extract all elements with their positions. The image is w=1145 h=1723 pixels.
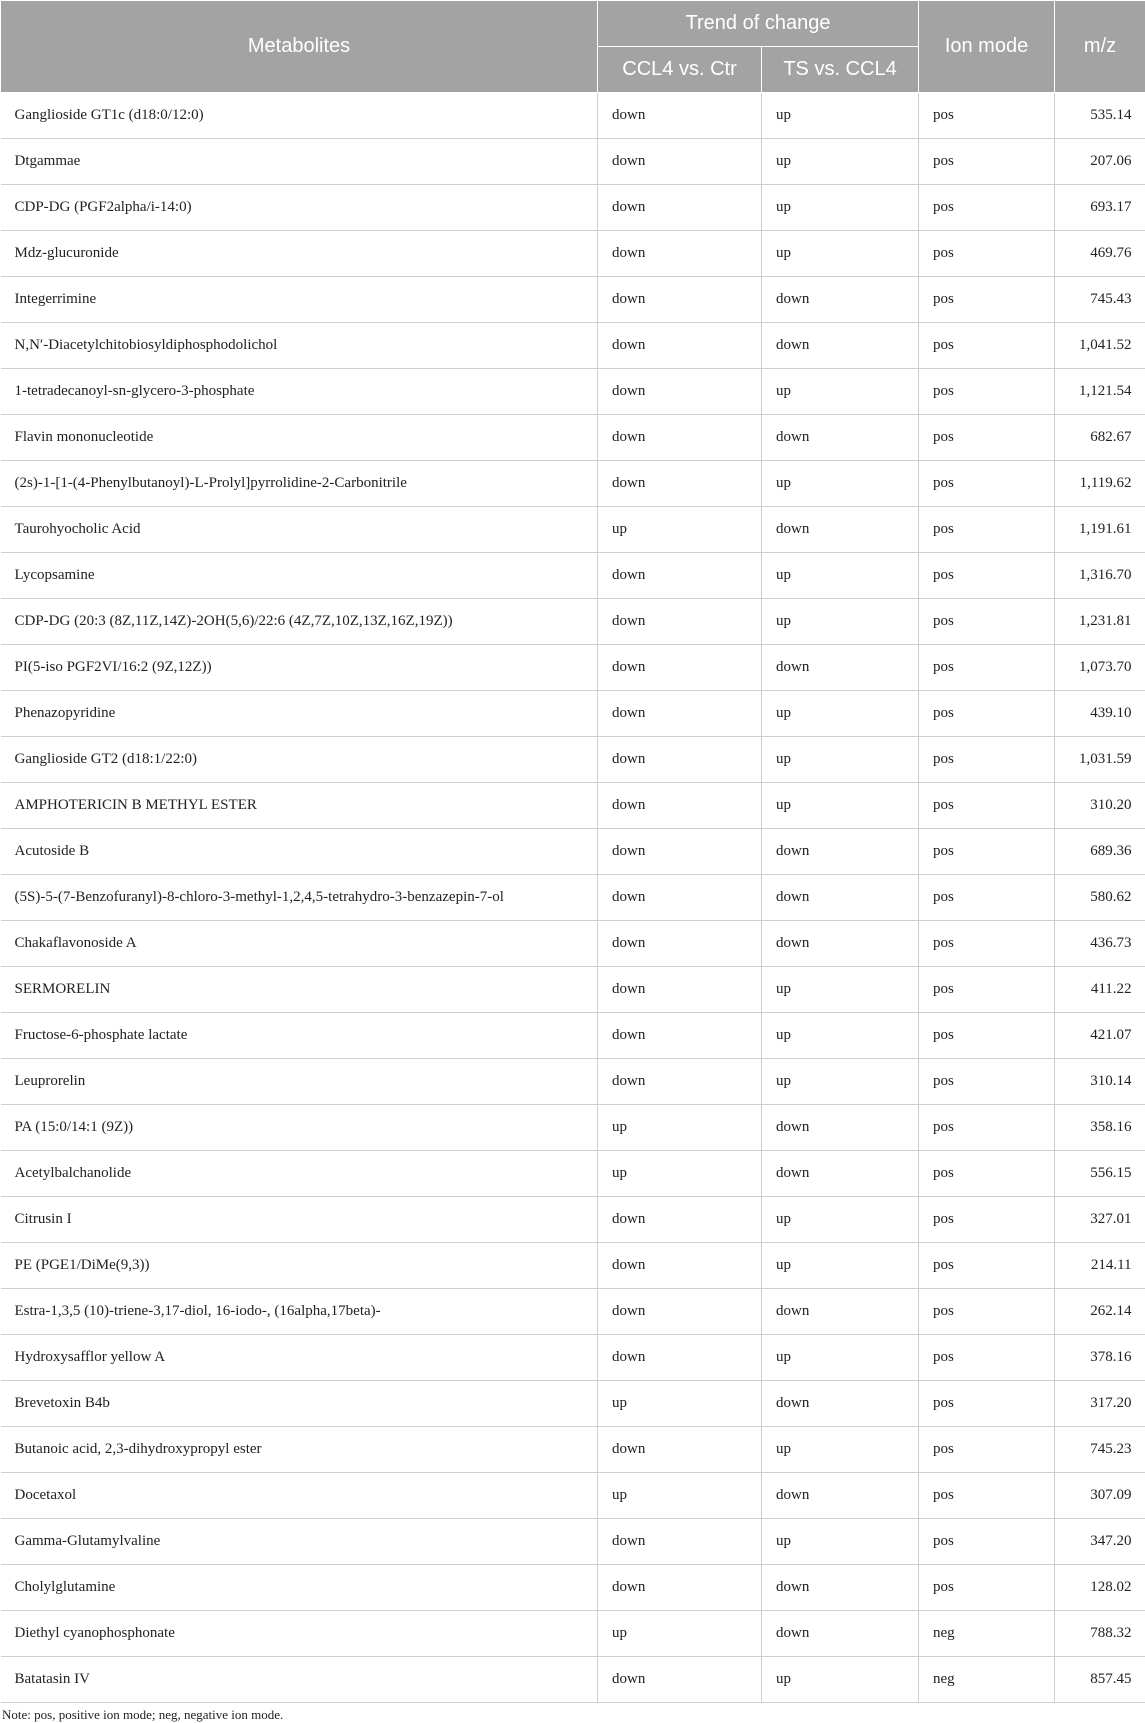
ion-mode-cell: pos xyxy=(919,1381,1055,1427)
mz-cell: 310.14 xyxy=(1055,1059,1145,1105)
ion-mode-cell: pos xyxy=(919,1565,1055,1611)
ion-mode-cell: pos xyxy=(919,1519,1055,1565)
mz-cell: 207.06 xyxy=(1055,139,1145,185)
mz-cell: 307.09 xyxy=(1055,1473,1145,1519)
metabolite-cell: (2s)-1-[1-(4-Phenylbutanoyl)-L-Prolyl]pyrrolidine-2-Carbonitrile xyxy=(1,461,598,507)
ccl4-vs-ctr-cell: down xyxy=(598,783,762,829)
ccl4-vs-ctr-cell: down xyxy=(598,93,762,139)
ccl4-vs-ctr-cell: down xyxy=(598,1565,762,1611)
table-row xyxy=(1,921,1145,967)
table-row xyxy=(1,369,1145,415)
ts-vs-ccl4-cell: down xyxy=(762,1151,919,1197)
ion-mode-cell: pos xyxy=(919,1105,1055,1151)
metabolite-cell: Flavin mononucleotide xyxy=(1,415,598,461)
ccl4-vs-ctr-cell: down xyxy=(598,1335,762,1381)
ion-mode-cell: pos xyxy=(919,829,1055,875)
ccl4-vs-ctr-cell: down xyxy=(598,369,762,415)
mz-cell: 1,316.70 xyxy=(1055,553,1145,599)
metabolite-cell: (5S)-5-(7-Benzofuranyl)-8-chloro-3-methyl-1,2,4,5-tetrahydro-3-benzazepin-7-ol xyxy=(1,875,598,921)
table-row xyxy=(1,1381,1145,1427)
metabolite-cell: Cholylglutamine xyxy=(1,1565,598,1611)
mz-cell: 788.32 xyxy=(1055,1611,1145,1657)
metabolite-cell: Phenazopyridine xyxy=(1,691,598,737)
metabolite-cell: SERMORELIN xyxy=(1,967,598,1013)
ts-vs-ccl4-cell: down xyxy=(762,645,919,691)
ccl4-vs-ctr-cell: down xyxy=(598,645,762,691)
ccl4-vs-ctr-cell: up xyxy=(598,1151,762,1197)
table-row xyxy=(1,139,1145,185)
table-row xyxy=(1,415,1145,461)
header-ts-vs-ccl4: TS vs. CCL4 xyxy=(762,47,919,93)
metabolite-cell: AMPHOTERICIN B METHYL ESTER xyxy=(1,783,598,829)
ion-mode-cell: pos xyxy=(919,461,1055,507)
metabolite-cell: Docetaxol xyxy=(1,1473,598,1519)
table-row xyxy=(1,1427,1145,1473)
mz-cell: 439.10 xyxy=(1055,691,1145,737)
ts-vs-ccl4-cell: up xyxy=(762,185,919,231)
ts-vs-ccl4-cell: up xyxy=(762,1335,919,1381)
metabolite-cell: Gamma-Glutamylvaline xyxy=(1,1519,598,1565)
ccl4-vs-ctr-cell: up xyxy=(598,1473,762,1519)
metabolite-cell: Citrusin I xyxy=(1,1197,598,1243)
ts-vs-ccl4-cell: up xyxy=(762,553,919,599)
ccl4-vs-ctr-cell: up xyxy=(598,1105,762,1151)
ccl4-vs-ctr-cell: down xyxy=(598,921,762,967)
mz-cell: 693.17 xyxy=(1055,185,1145,231)
table-row xyxy=(1,783,1145,829)
mz-cell: 214.11 xyxy=(1055,1243,1145,1289)
ion-mode-cell: pos xyxy=(919,967,1055,1013)
ts-vs-ccl4-cell: up xyxy=(762,1519,919,1565)
table-row xyxy=(1,1335,1145,1381)
table-body xyxy=(1,93,1145,1703)
ts-vs-ccl4-cell: up xyxy=(762,1657,919,1703)
metabolite-cell: Butanoic acid, 2,3-dihydroxypropyl ester xyxy=(1,1427,598,1473)
metabolite-cell: Dtgammae xyxy=(1,139,598,185)
table-row xyxy=(1,875,1145,921)
ts-vs-ccl4-cell: down xyxy=(762,829,919,875)
ts-vs-ccl4-cell: down xyxy=(762,921,919,967)
table-row xyxy=(1,829,1145,875)
ccl4-vs-ctr-cell: down xyxy=(598,323,762,369)
ts-vs-ccl4-cell: up xyxy=(762,1197,919,1243)
metabolite-cell: Ganglioside GT2 (d18:1/22:0) xyxy=(1,737,598,783)
ccl4-vs-ctr-cell: up xyxy=(598,1381,762,1427)
ccl4-vs-ctr-cell: down xyxy=(598,1013,762,1059)
ion-mode-cell: pos xyxy=(919,1289,1055,1335)
ion-mode-cell: pos xyxy=(919,1013,1055,1059)
mz-cell: 745.23 xyxy=(1055,1427,1145,1473)
metabolite-cell: CDP-DG (PGF2alpha/i-14:0) xyxy=(1,185,598,231)
metabolite-cell: PA (15:0/14:1 (9Z)) xyxy=(1,1105,598,1151)
mz-cell: 580.62 xyxy=(1055,875,1145,921)
mz-cell: 310.20 xyxy=(1055,783,1145,829)
mz-cell: 436.73 xyxy=(1055,921,1145,967)
table-row xyxy=(1,1105,1145,1151)
metabolite-cell: Ganglioside GT1c (d18:0/12:0) xyxy=(1,93,598,139)
table-row xyxy=(1,737,1145,783)
ccl4-vs-ctr-cell: down xyxy=(598,139,762,185)
ccl4-vs-ctr-cell: down xyxy=(598,737,762,783)
metabolite-cell: Mdz-glucuronide xyxy=(1,231,598,277)
table-row xyxy=(1,599,1145,645)
ts-vs-ccl4-cell: down xyxy=(762,875,919,921)
mz-cell: 262.14 xyxy=(1055,1289,1145,1335)
ion-mode-cell: pos xyxy=(919,1151,1055,1197)
table-row xyxy=(1,507,1145,553)
ts-vs-ccl4-cell: down xyxy=(762,507,919,553)
metabolite-cell: Brevetoxin B4b xyxy=(1,1381,598,1427)
metabolite-cell: PE (PGE1/DiMe(9,3)) xyxy=(1,1243,598,1289)
ts-vs-ccl4-cell: down xyxy=(762,1381,919,1427)
ccl4-vs-ctr-cell: down xyxy=(598,415,762,461)
metabolite-cell: Lycopsamine xyxy=(1,553,598,599)
metabolite-cell: Acetylbalchanolide xyxy=(1,1151,598,1197)
table-row xyxy=(1,1565,1145,1611)
ion-mode-cell: pos xyxy=(919,93,1055,139)
metabolite-cell: PI(5-iso PGF2VI/16:2 (9Z,12Z)) xyxy=(1,645,598,691)
ts-vs-ccl4-cell: down xyxy=(762,1105,919,1151)
table-row xyxy=(1,967,1145,1013)
ccl4-vs-ctr-cell: down xyxy=(598,1059,762,1105)
ccl4-vs-ctr-cell: down xyxy=(598,967,762,1013)
header-ccl4-vs-ctr: CCL4 vs. Ctr xyxy=(598,47,762,93)
table-row xyxy=(1,645,1145,691)
metabolite-cell: Diethyl cyanophosphonate xyxy=(1,1611,598,1657)
ccl4-vs-ctr-cell: down xyxy=(598,1289,762,1335)
ts-vs-ccl4-cell: down xyxy=(762,277,919,323)
ion-mode-cell: pos xyxy=(919,1473,1055,1519)
metabolite-cell: Taurohyocholic Acid xyxy=(1,507,598,553)
ccl4-vs-ctr-cell: down xyxy=(598,1243,762,1289)
mz-cell: 378.16 xyxy=(1055,1335,1145,1381)
ccl4-vs-ctr-cell: down xyxy=(598,691,762,737)
table-row xyxy=(1,553,1145,599)
ion-mode-cell: pos xyxy=(919,369,1055,415)
ts-vs-ccl4-cell: down xyxy=(762,1565,919,1611)
table-row xyxy=(1,1059,1145,1105)
ion-mode-cell: pos xyxy=(919,507,1055,553)
mz-cell: 1,073.70 xyxy=(1055,645,1145,691)
ts-vs-ccl4-cell: up xyxy=(762,967,919,1013)
mz-cell: 469.76 xyxy=(1055,231,1145,277)
ccl4-vs-ctr-cell: up xyxy=(598,507,762,553)
ion-mode-cell: neg xyxy=(919,1611,1055,1657)
mz-cell: 1,121.54 xyxy=(1055,369,1145,415)
metabolite-cell: Leuprorelin xyxy=(1,1059,598,1105)
ts-vs-ccl4-cell: up xyxy=(762,737,919,783)
ion-mode-cell: pos xyxy=(919,875,1055,921)
table-row xyxy=(1,1243,1145,1289)
ts-vs-ccl4-cell: down xyxy=(762,1611,919,1657)
ts-vs-ccl4-cell: up xyxy=(762,1059,919,1105)
ccl4-vs-ctr-cell: down xyxy=(598,599,762,645)
ion-mode-cell: pos xyxy=(919,1197,1055,1243)
ion-mode-cell: pos xyxy=(919,737,1055,783)
ccl4-vs-ctr-cell: down xyxy=(598,231,762,277)
table-row xyxy=(1,691,1145,737)
ts-vs-ccl4-cell: up xyxy=(762,461,919,507)
ts-vs-ccl4-cell: up xyxy=(762,231,919,277)
ccl4-vs-ctr-cell: down xyxy=(598,829,762,875)
metabolite-cell: Integerrimine xyxy=(1,277,598,323)
ion-mode-cell: pos xyxy=(919,1427,1055,1473)
mz-cell: 421.07 xyxy=(1055,1013,1145,1059)
ccl4-vs-ctr-cell: down xyxy=(598,875,762,921)
ccl4-vs-ctr-cell: down xyxy=(598,185,762,231)
ion-mode-cell: pos xyxy=(919,231,1055,277)
metabolite-cell: Batatasin IV xyxy=(1,1657,598,1703)
mz-cell: 1,041.52 xyxy=(1055,323,1145,369)
table-row xyxy=(1,185,1145,231)
mz-cell: 1,031.59 xyxy=(1055,737,1145,783)
ts-vs-ccl4-cell: up xyxy=(762,1427,919,1473)
header-metabolites: Metabolites xyxy=(1,1,598,93)
header-trend: Trend of change xyxy=(598,1,919,47)
ion-mode-cell: pos xyxy=(919,1059,1055,1105)
mz-cell: 535.14 xyxy=(1055,93,1145,139)
table-row xyxy=(1,1289,1145,1335)
mz-cell: 347.20 xyxy=(1055,1519,1145,1565)
ccl4-vs-ctr-cell: down xyxy=(598,1197,762,1243)
ion-mode-cell: pos xyxy=(919,185,1055,231)
mz-cell: 317.20 xyxy=(1055,1381,1145,1427)
ts-vs-ccl4-cell: down xyxy=(762,1289,919,1335)
metabolite-cell: Acutoside B xyxy=(1,829,598,875)
table-note: Note: pos, positive ion mode; neg, negative ion mode. xyxy=(0,1703,1145,1723)
ion-mode-cell: pos xyxy=(919,323,1055,369)
metabolite-cell: 1-tetradecanoyl-sn-glycero-3-phosphate xyxy=(1,369,598,415)
ion-mode-cell: pos xyxy=(919,553,1055,599)
metabolite-cell: Chakaflavonoside A xyxy=(1,921,598,967)
table-row xyxy=(1,1197,1145,1243)
ts-vs-ccl4-cell: up xyxy=(762,1243,919,1289)
metabolite-cell: CDP-DG (20:3 (8Z,11Z,14Z)-2OH(5,6)/22:6 (4Z,7Z,10Z,13Z,16Z,19Z)) xyxy=(1,599,598,645)
table-header xyxy=(1,1,1145,93)
ion-mode-cell: pos xyxy=(919,691,1055,737)
ccl4-vs-ctr-cell: down xyxy=(598,461,762,507)
header-mz: m/z xyxy=(1055,1,1145,93)
ts-vs-ccl4-cell: up xyxy=(762,139,919,185)
ion-mode-cell: neg xyxy=(919,1657,1055,1703)
mz-cell: 556.15 xyxy=(1055,1151,1145,1197)
ion-mode-cell: pos xyxy=(919,783,1055,829)
ts-vs-ccl4-cell: up xyxy=(762,369,919,415)
mz-cell: 358.16 xyxy=(1055,1105,1145,1151)
ccl4-vs-ctr-cell: down xyxy=(598,1427,762,1473)
mz-cell: 689.36 xyxy=(1055,829,1145,875)
table-row xyxy=(1,1473,1145,1519)
ts-vs-ccl4-cell: up xyxy=(762,1013,919,1059)
ccl4-vs-ctr-cell: up xyxy=(598,1611,762,1657)
metabolite-cell: Fructose-6-phosphate lactate xyxy=(1,1013,598,1059)
mz-cell: 411.22 xyxy=(1055,967,1145,1013)
mz-cell: 327.01 xyxy=(1055,1197,1145,1243)
table-row xyxy=(1,1151,1145,1197)
mz-cell: 745.43 xyxy=(1055,277,1145,323)
metabolite-cell: Estra-1,3,5 (10)-triene-3,17-diol, 16-iodo-, (16alpha,17beta)- xyxy=(1,1289,598,1335)
table-row xyxy=(1,461,1145,507)
ion-mode-cell: pos xyxy=(919,645,1055,691)
ion-mode-cell: pos xyxy=(919,415,1055,461)
mz-cell: 1,119.62 xyxy=(1055,461,1145,507)
ccl4-vs-ctr-cell: down xyxy=(598,1657,762,1703)
mz-cell: 1,231.81 xyxy=(1055,599,1145,645)
table-row xyxy=(1,1519,1145,1565)
ccl4-vs-ctr-cell: down xyxy=(598,553,762,599)
mz-cell: 1,191.61 xyxy=(1055,507,1145,553)
table-row xyxy=(1,1013,1145,1059)
ion-mode-cell: pos xyxy=(919,1335,1055,1381)
table-row xyxy=(1,323,1145,369)
ion-mode-cell: pos xyxy=(919,1243,1055,1289)
ion-mode-cell: pos xyxy=(919,139,1055,185)
table-row xyxy=(1,1611,1145,1657)
ts-vs-ccl4-cell: up xyxy=(762,93,919,139)
ts-vs-ccl4-cell: down xyxy=(762,1473,919,1519)
ts-vs-ccl4-cell: up xyxy=(762,783,919,829)
ts-vs-ccl4-cell: down xyxy=(762,323,919,369)
ccl4-vs-ctr-cell: down xyxy=(598,277,762,323)
table-row xyxy=(1,231,1145,277)
ion-mode-cell: pos xyxy=(919,921,1055,967)
mz-cell: 857.45 xyxy=(1055,1657,1145,1703)
ts-vs-ccl4-cell: up xyxy=(762,691,919,737)
ts-vs-ccl4-cell: up xyxy=(762,599,919,645)
metabolite-cell: Hydroxysafflor yellow A xyxy=(1,1335,598,1381)
ion-mode-cell: pos xyxy=(919,277,1055,323)
mz-cell: 128.02 xyxy=(1055,1565,1145,1611)
header-ion-mode: Ion mode xyxy=(919,1,1055,93)
mz-cell: 682.67 xyxy=(1055,415,1145,461)
table-row xyxy=(1,1657,1145,1703)
table-row xyxy=(1,277,1145,323)
ts-vs-ccl4-cell: down xyxy=(762,415,919,461)
table-row xyxy=(1,93,1145,139)
ion-mode-cell: pos xyxy=(919,599,1055,645)
ccl4-vs-ctr-cell: down xyxy=(598,1519,762,1565)
metabolite-cell: N,N′-Diacetylchitobiosyldiphosphodolichol xyxy=(1,323,598,369)
